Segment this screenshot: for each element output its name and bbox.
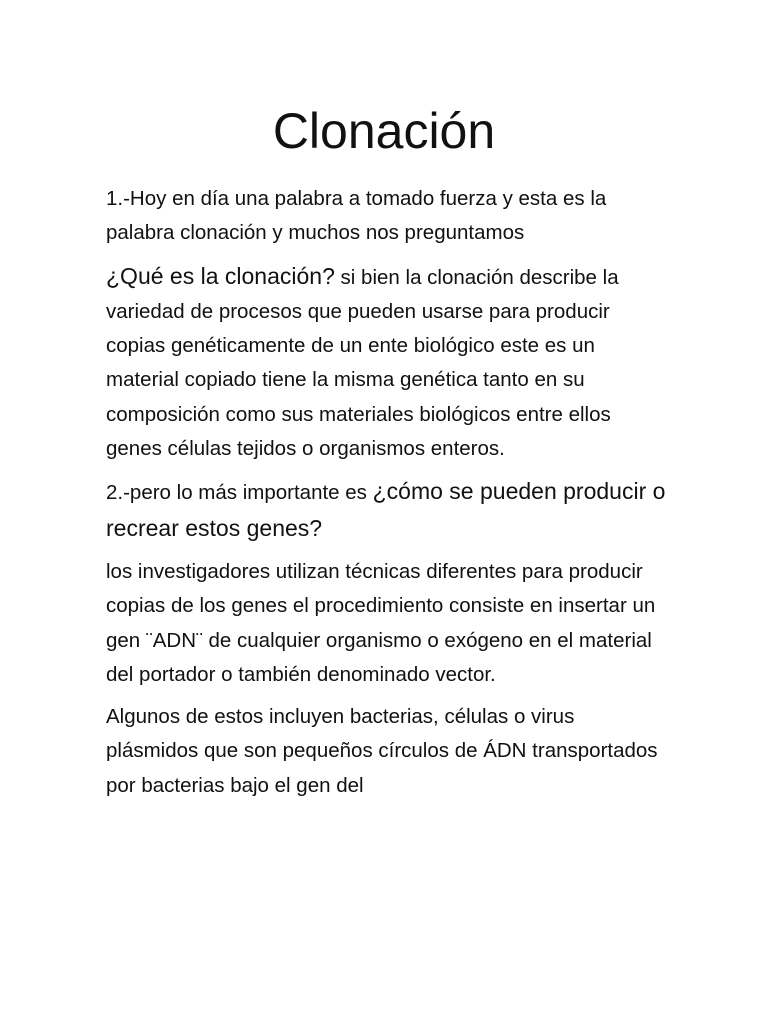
paragraph-question (106, 474, 666, 547)
paragraph-intro: 1.-Hoy en día una palabra a tomado fuerza y esta es la palabra clonación y muchos nos preguntamos (106, 187, 607, 245)
definition-text: si bien la clonación describe la variedad de procesos que pueden usarse para producir copias genéticamente de un ente biológico este es un material copiado tiene la misma genética tanto en su composición como sus materiales biológicos entre ellos genes células tejidos o organismos enteros. (106, 265, 619, 461)
question-lead-text: 2.-pero lo más importante es (106, 481, 373, 505)
paragraph-techniques: los investigadores utilizan técnicas diferentes para producir copias de los genes el procedimiento consiste en insertar un gen ¨ADN¨ de cualquier organismo o exógeno en el material del portador o también denominado vector. (106, 559, 656, 686)
page-title: Clonación (272, 103, 496, 159)
definition-question: ¿Qué es la clonación? (106, 262, 335, 289)
document-body (106, 182, 666, 803)
paragraph-vectors: Algunos de estos incluyen bacterias, células o virus plásmidos que son pequeños círculos de ÁDN transportados por bacterias bajo el gen del (106, 705, 658, 797)
recreate-genes-question: ¿cómo se pueden producir o recrear estos genes? (106, 478, 666, 541)
paragraph-definition (106, 259, 666, 467)
